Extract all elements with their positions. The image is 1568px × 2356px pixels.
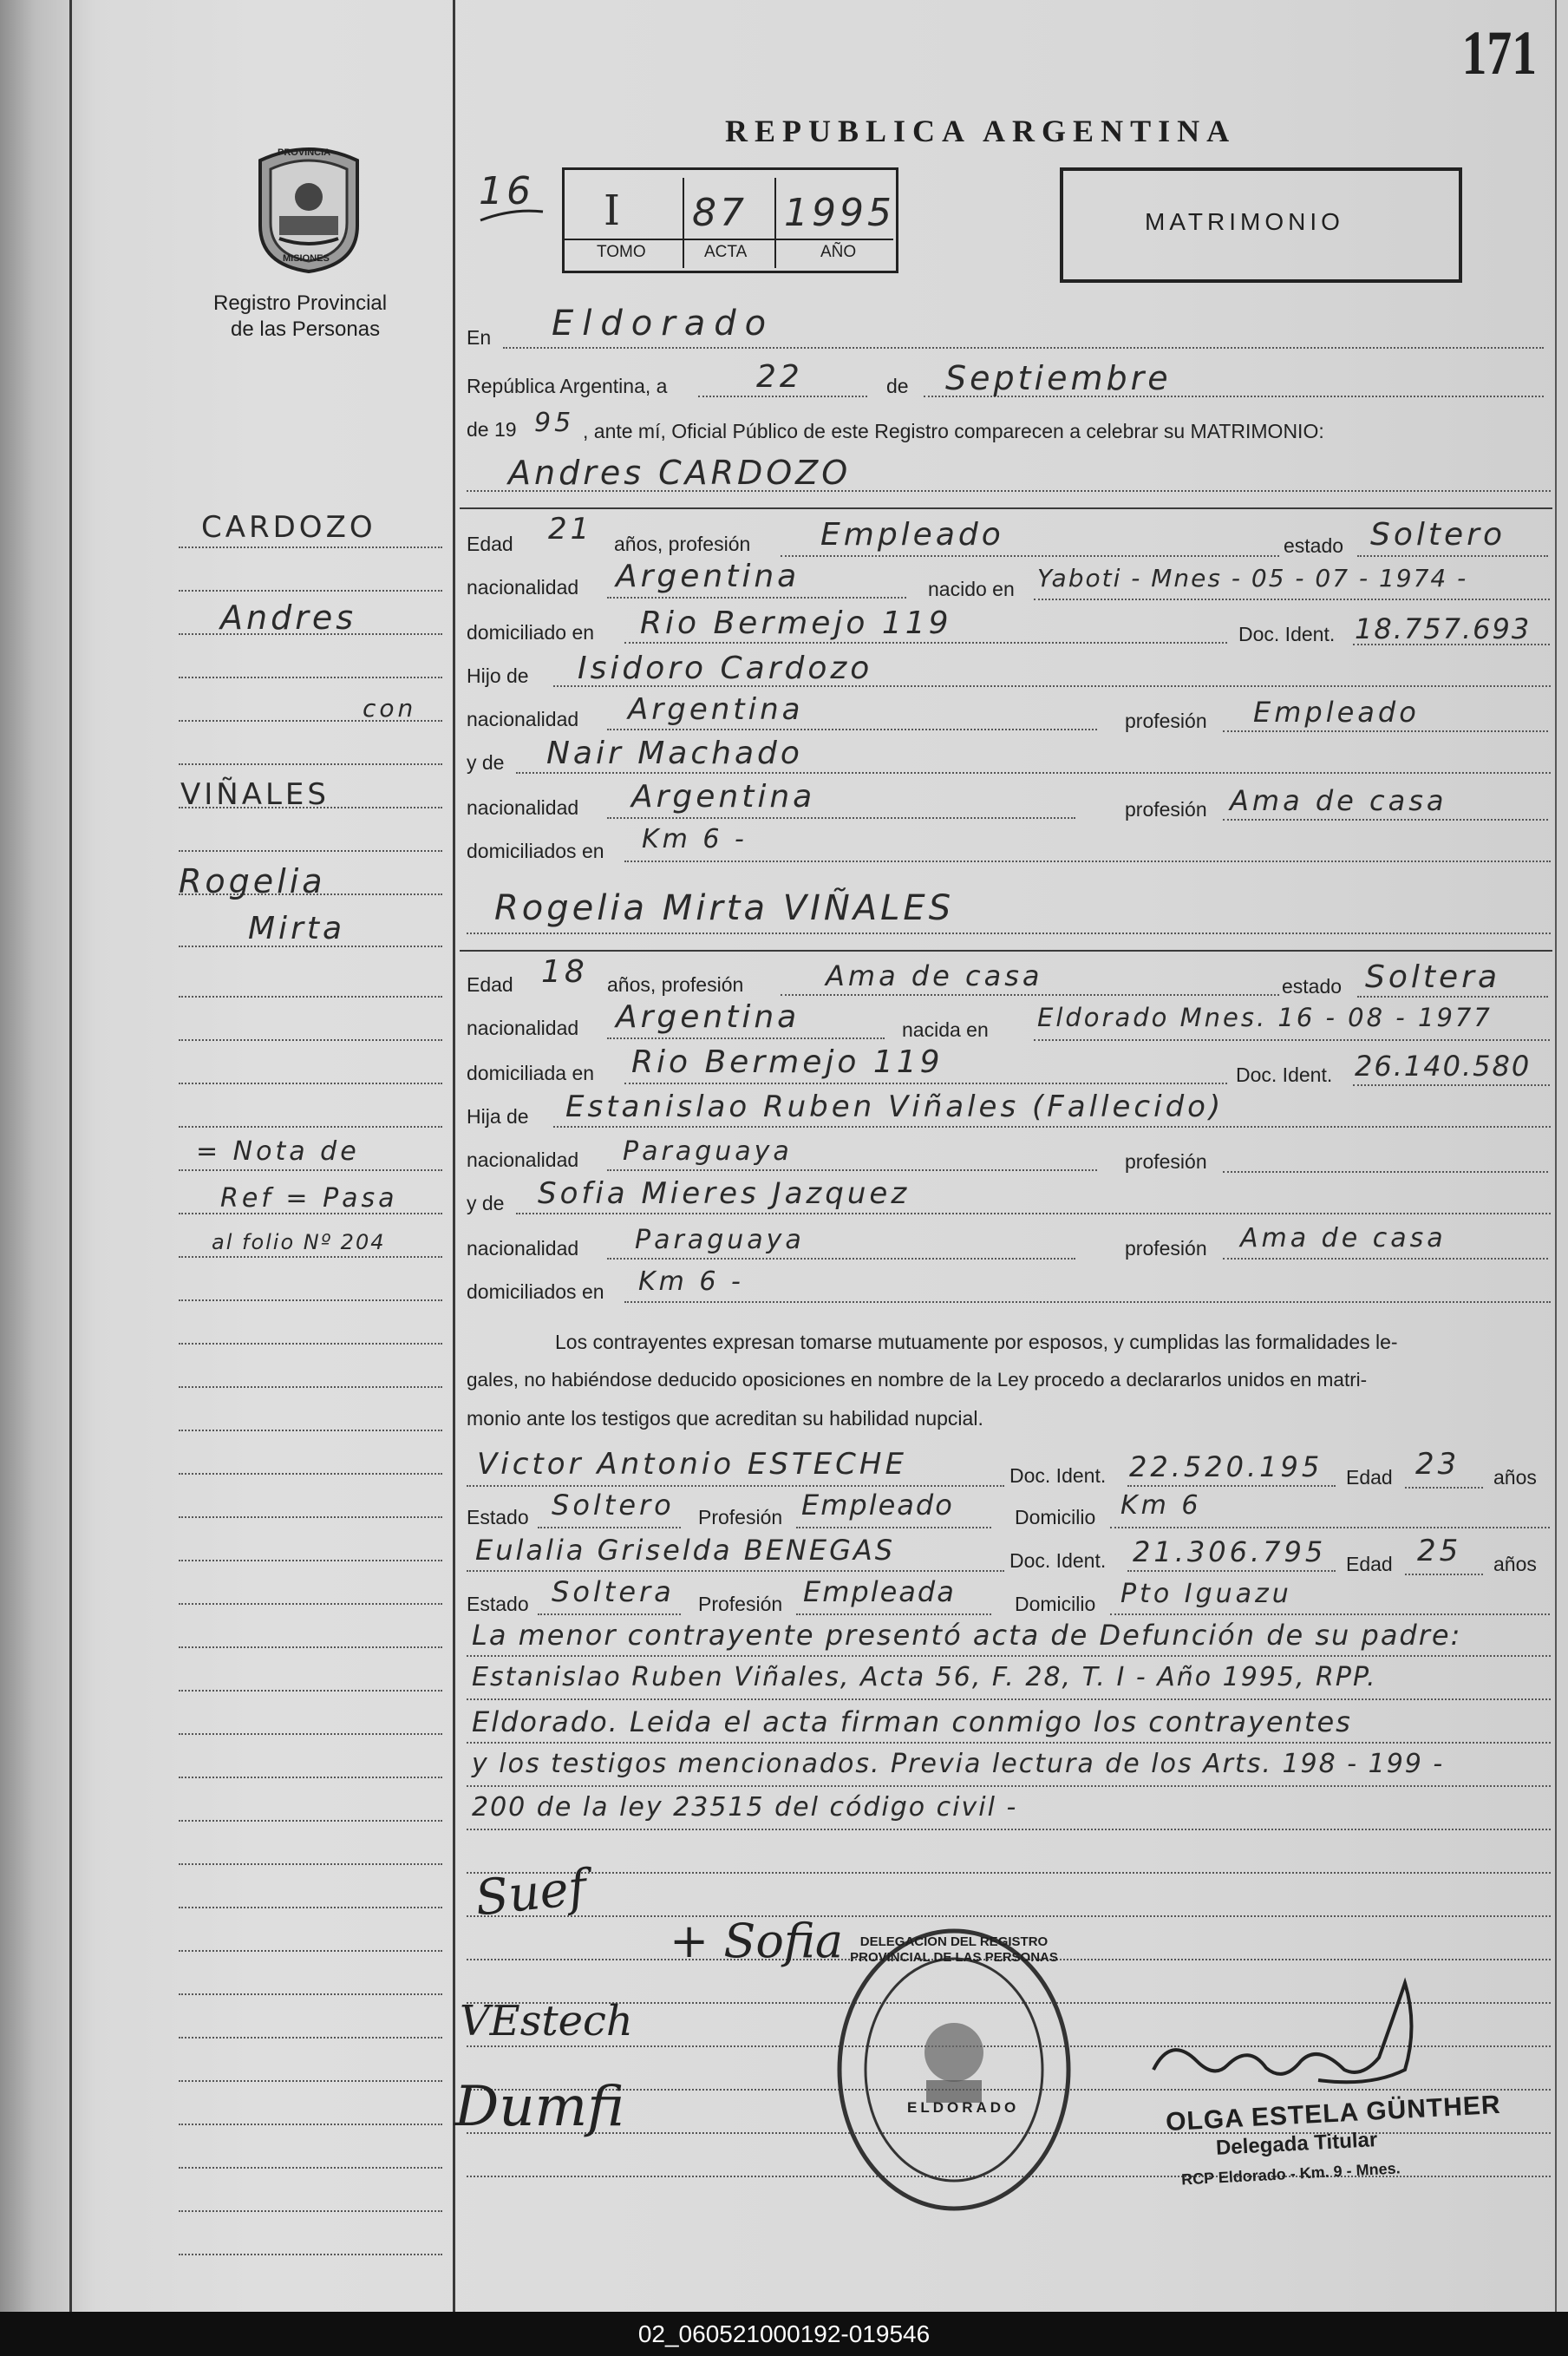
margin-rule [179,1299,442,1301]
groom-parents-dom-label: domiciliados en [467,840,604,862]
day-value: 22 [756,359,803,395]
witness2-name: Eulalia Griselda BENEGAS [475,1534,896,1567]
margin-rule [179,1256,442,1258]
groom-birth: Yaboti - Mnes - 05 - 07 - 1974 - [1037,564,1468,592]
year-value: 95 [534,408,575,438]
observation-line: 200 de la ley 23515 del código civil - [472,1792,1018,1823]
groom-anos-label: años, profesión [614,533,751,555]
groom-hijo-label: Hijo de [467,664,529,687]
observation-line: Eldorado. Leida el acta firman conmigo los contrayentes [472,1705,1352,1738]
witness1-edad-label: Edad [1346,1466,1393,1489]
margin-surname-2: VIÑALES [180,777,330,812]
margin-rule [179,2254,442,2255]
margin-rule [179,1777,442,1778]
margin-con: con [363,694,417,723]
groom-father-prof-line [1223,730,1548,732]
margin-rule [179,1343,442,1345]
witness1-age-line [1405,1487,1483,1489]
witness2-edad-label: Edad [1346,1553,1393,1575]
margin-given-2a: Rogelia [179,862,326,900]
bride-nat-label: nacionalidad [467,1017,579,1039]
registry-stamp [833,1922,1075,2217]
margin-rule [179,1039,442,1041]
bride-anos-label: años, profesión [607,973,744,996]
groom-name: Andres CARDOZO [508,454,852,492]
bride-status: Soltera [1365,959,1501,995]
record-ref-sep1 [683,178,684,268]
witness2-address-line [1110,1613,1550,1615]
bride-hija-label: Hija de [467,1105,529,1128]
ano-value: 1995 [784,191,895,235]
witness1-doc-line [1127,1485,1336,1487]
margin-rule [179,1907,442,1908]
declaration-line2: gales, no habiéndose deducido oposiciones en nombre de la Ley procedo a declararlos unidos en matri- [467,1369,1368,1391]
groom-age: 21 [548,512,593,546]
witness1-age: 23 [1415,1447,1460,1482]
margin-given-1: Andres [220,599,356,637]
witness1-doc: 22.520.195 [1129,1450,1323,1483]
margin-rule [179,1473,442,1475]
groom-address-line [624,642,1227,644]
bride-father-line [553,1126,1551,1128]
margin-rule [179,996,442,998]
margin-rule [179,850,442,852]
margin-rule [179,546,442,548]
groom-parents-address-line [624,861,1551,862]
official-signature [1145,1974,1431,2104]
groom-name-line [467,490,1551,492]
groom-prof-line [781,555,1279,557]
bride-mother: Sofia Mieres Jazquez [538,1176,911,1211]
declaration-line3: monio ante los testigos que acreditan su habilidad nupcial. [467,1407,983,1430]
margin-rule [179,1560,442,1561]
margin-rule [179,1430,442,1431]
page-number: 171 [1461,18,1537,88]
bride-divider [460,950,1552,952]
bride-age: 18 [541,954,588,990]
official-title: Delegada Titular [1215,2128,1378,2160]
official-name: OLGA ESTELA GÜNTHER [1165,2090,1502,2137]
groom-mother-prof-label: profesión [1125,798,1207,821]
observation-rule [467,1655,1551,1657]
registry-line1: Registro Provincial [213,291,388,315]
margin-rule [179,1690,442,1692]
observation-line: y los testigos mencionados. Previa lectura de los Arts. 198 - 199 - [472,1749,1445,1779]
margin-note-1: = Nota de [196,1136,360,1167]
groom-father-prof: Empleado [1253,696,1420,729]
witness2-anos-label: años [1493,1553,1537,1575]
groom-father: Isidoro Cardozo [578,651,873,686]
tomo-label: TOMO [597,243,646,261]
seal-bottom-text: MISIONES [283,253,330,264]
margin-note-3: al folio Nº 204 [212,1230,386,1254]
de-label: de [886,375,909,397]
witness2-prof: Empleada [803,1575,956,1608]
bride-doc: 26.140.580 [1355,1050,1532,1083]
margin-given-2b: Mirta [248,911,346,946]
witness1-address-line [1110,1527,1550,1528]
observation-rule [467,1785,1551,1787]
margin-rule [179,1169,442,1171]
bride-birth-line [1034,1039,1550,1041]
acta-label: ACTA [704,243,748,261]
margin-rule [179,1950,442,1952]
act-type-label: MATRIMONIO [1145,208,1344,235]
margin-rule [179,2037,442,2039]
witness2-address: Pto Iguazu [1120,1579,1292,1609]
bride-name-line [467,933,1551,934]
ano-label: AÑO [820,243,857,261]
groom-parents-address: Km 6 - [642,824,748,854]
observation-rule [467,1829,1551,1830]
place-value: Eldorado [552,304,775,344]
witness2-prof-label: Profesión [698,1593,783,1615]
bride-father-prof-label: profesión [1125,1150,1207,1173]
bride-mother-nat-line [607,1258,1075,1260]
groom-father-nat-label: nacionalidad [467,708,579,730]
blank-rule [467,1872,1551,1874]
witness2-dom-label: Domicilio [1015,1593,1096,1615]
place-line [503,347,1544,349]
bride-father-nat-line [607,1169,1097,1171]
stamp-ring-text: DELEGACION DEL REGISTRO PROVINCIAL DE LAS PERSONAS [850,1934,1058,1965]
registry-line2: de las Personas [231,317,381,341]
witness1-prof-line [796,1527,991,1528]
margin-rule [179,1603,442,1605]
bride-parents-dom-label: domiciliados en [467,1280,604,1303]
bride-mother-prof-line [1223,1258,1548,1260]
bride-yde-label: y de [467,1192,505,1214]
bride-name: Rogelia Mirta VIÑALES [494,888,955,928]
groom-edad-label: Edad [467,533,513,555]
bride-father-nat-label: nacionalidad [467,1149,579,1171]
witness2-doc: 21.306.795 [1133,1535,1327,1568]
bride-father-prof-line [1223,1171,1548,1173]
witness1-address: Km 6 [1120,1490,1202,1521]
stamp-center-text: ELDORADO [907,2099,1020,2116]
acta-value: 87 [692,191,748,235]
witness1-name: Victor Antonio ESTECHE [477,1447,907,1482]
groom-nationality: Argentina [616,559,800,594]
margin-rule [179,677,442,678]
witness2-status-line [538,1613,681,1615]
margin-rule [179,1733,442,1735]
groom-status-line [1357,555,1548,557]
groom-profession: Empleado [820,517,1004,553]
margin-rule [179,1820,442,1822]
observation-rule [467,1698,1551,1700]
groom-nat-line [607,597,906,599]
margin-rule [179,763,442,765]
witness2-age-line [1405,1574,1483,1575]
right-rule [1555,0,1557,2312]
witness1-status-line [538,1527,681,1528]
margin-rule [179,2167,442,2169]
appear-text: , ante mí, Oficial Público de este Registro comparecen a celebrar su MATRIMONIO: [583,420,1324,442]
tomo-value: I [604,187,624,235]
bride-mother-prof-label: profesión [1125,1237,1207,1260]
bride-mother-nat-label: nacionalidad [467,1237,579,1260]
margin-rule [179,1126,442,1128]
scan-id-footer: 02_060521000192-019546 [0,2312,1568,2356]
bride-nacida-label: nacida en [902,1018,989,1041]
groom-birth-line [1034,599,1550,600]
republica-label: República Argentina, a [467,375,668,397]
binder-line [69,0,72,2312]
margin-rule [179,1516,442,1518]
groom-dom-label: domiciliado en [467,621,595,644]
bride-nationality: Argentina [616,999,800,1035]
bride-father-nat: Paraguaya [623,1136,793,1167]
margin-rule [179,1083,442,1084]
groom-nacido-label: nacido en [928,578,1015,600]
bride-address: Rio Bermejo 119 [631,1044,944,1080]
margin-rule [179,2210,442,2212]
margin-rule [179,1863,442,1865]
groom-doc: 18.757.693 [1355,612,1532,645]
margin-rule [179,1386,442,1388]
witness2-age: 25 [1417,1534,1462,1568]
margin-rule [179,1993,442,1995]
observation-line: Estanislao Ruben Viñales, Acta 56, F. 28, T. I - Año 1995, RPP. [472,1662,1377,1692]
witness2-prof-line [796,1613,991,1615]
witness2-status: Soltera [552,1575,675,1608]
margin-rule [179,590,442,592]
witness2-doc-line [1127,1570,1336,1572]
bride-edad-label: Edad [467,973,513,996]
bride-mother-prof: Ama de casa [1240,1223,1447,1253]
seal-top-text: PROVINCIA [278,147,331,158]
groom-mother-prof-line [1223,819,1548,821]
groom-mother-nat-line [607,817,1075,819]
witness1-anos-label: años [1493,1466,1537,1489]
groom-yde-label: y de [467,751,505,774]
bride-doc-label: Doc. Ident. [1236,1063,1333,1086]
signature-4: Dumfi [454,2075,624,2139]
margin-rule [179,2124,442,2125]
groom-divider [460,507,1552,509]
bride-dom-label: domiciliada en [467,1062,595,1084]
groom-mother-line [516,772,1551,774]
margin-rule [179,1646,442,1648]
witness2-estado-label: Estado [467,1593,529,1615]
groom-doc-label: Doc. Ident. [1238,623,1336,645]
signature-3: VEstech [460,1997,633,2045]
signature-2: + Sofia [670,1914,844,1968]
bride-mother-nat: Paraguaya [635,1225,805,1255]
witness1-estado-label: Estado [467,1506,529,1528]
margin-note-2: Ref = Pasa [220,1183,398,1214]
record-ref-divider [562,239,893,240]
day-line [698,396,867,397]
groom-nat-label: nacionalidad [467,576,579,599]
bride-birth: Eldorado Mnes. 16 - 08 - 1977 [1037,1003,1493,1032]
declaration-line1: Los contrayentes expresan tomarse mutuamente por esposos, y cumplidas las formalidades le- [555,1331,1398,1353]
bride-prof-line [781,994,1279,996]
groom-mother-nat: Argentina [631,779,816,815]
official-office: RCP Eldorado - Km. 9 - Mnes. [1180,2159,1401,2189]
bride-parents-address: Km 6 - [638,1266,744,1297]
blank-rule [467,1915,1551,1917]
witness1-prof: Empleado [801,1489,954,1522]
groom-mother: Nair Machado [546,736,803,771]
witness1-name-line [467,1485,1004,1487]
witness1-prof-label: Profesión [698,1506,783,1528]
signature-1: Suef [472,1859,590,1927]
record-annotation: 16 [479,169,534,213]
groom-mother-prof: Ama de casa [1230,784,1447,817]
groom-father-nat: Argentina [628,692,804,727]
bride-parents-address-line [624,1301,1551,1303]
groom-estado-label: estado [1284,534,1344,557]
observation-line: La menor contrayente presentó acta de Defunción de su padre: [472,1619,1462,1652]
groom-father-prof-label: profesión [1125,710,1207,732]
witness2-doc-label: Doc. Ident. [1009,1549,1107,1572]
month-value: Septiembre [945,359,1172,397]
bride-address-line [624,1083,1227,1084]
groom-status: Soltero [1370,517,1506,553]
groom-father-nat-line [607,729,1097,730]
country-title: REPUBLICA ARGENTINA [725,114,1237,148]
witness1-status: Soltero [552,1489,675,1522]
bride-profession: Ama de casa [826,959,1043,992]
witness2-name-line [467,1570,1004,1572]
bride-doc-line [1353,1084,1550,1086]
witness1-dom-label: Domicilio [1015,1506,1096,1528]
groom-mother-nat-label: nacionalidad [467,796,579,819]
year-label: de 19 [467,418,517,441]
annotation-underline [477,208,546,226]
groom-address: Rio Bermejo 119 [640,605,952,641]
margin-surname-1: CARDOZO [201,510,376,545]
margin-rule [179,2080,442,2082]
bride-status-line [1357,996,1548,998]
observation-rule [467,1742,1551,1744]
record-ref-sep2 [774,178,776,268]
witness1-doc-label: Doc. Ident. [1009,1464,1107,1487]
en-label: En [467,326,492,349]
bride-father: Estanislao Ruben Viñales (Fallecido) [565,1090,1225,1124]
column-divider [453,0,455,2312]
bride-nat-line [607,1037,885,1039]
bride-mother-line [516,1213,1551,1214]
bride-estado-label: estado [1282,975,1343,998]
